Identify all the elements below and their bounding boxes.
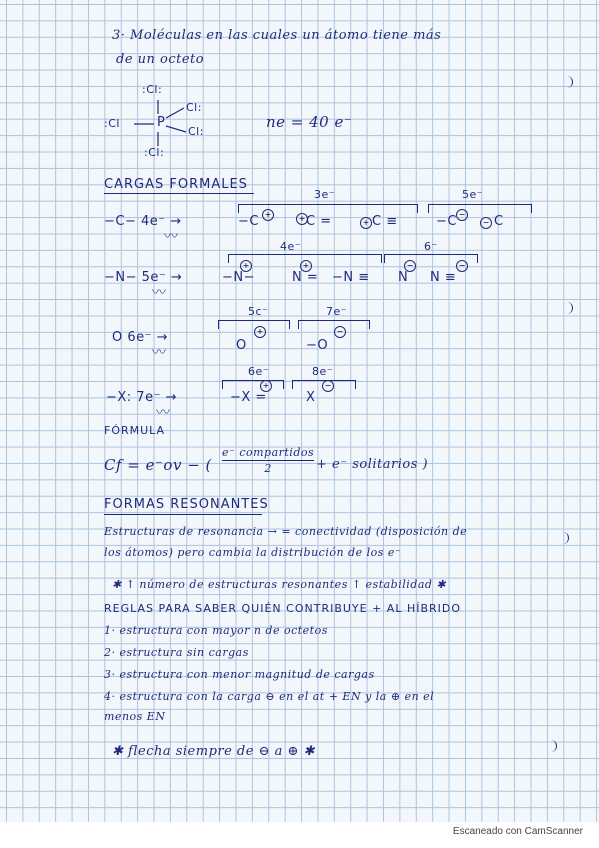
n-row: −N− 5e⁻ → <box>104 270 183 285</box>
regla-2: 2· estructura sin cargas <box>104 646 249 659</box>
flecha-rule: ✱ flecha siempre de ⊖ a ⊕ ✱ <box>112 744 315 759</box>
bracket-6e2 <box>222 380 284 389</box>
regla-3: 3· estructura con menor magnitud de cargas <box>104 668 375 681</box>
charge-minus: − <box>456 260 468 272</box>
margin-mark <box>560 532 569 544</box>
charge-plus: + <box>360 217 372 229</box>
pcl5-r1: Cl: <box>186 101 202 114</box>
label-5c: 5c⁻ <box>248 305 269 318</box>
wave-c: 〰 <box>164 229 178 245</box>
bracket-5e <box>428 204 532 213</box>
charge-plus: + <box>300 260 312 272</box>
label-6e: 6⁻ <box>424 240 438 253</box>
cargas-title: CARGAS FORMALES <box>104 177 248 192</box>
label-8e: 8e⁻ <box>312 365 334 378</box>
ne-count: ne = 40 e⁻ <box>266 113 353 131</box>
fraction-bar <box>222 460 314 461</box>
n-struct-1: −N− <box>222 270 256 285</box>
charge-minus: − <box>322 380 334 392</box>
label-5e: 5e⁻ <box>462 188 484 201</box>
regla-4a: 4· estructura con la carga ⊖ en el at + EN y la ⊕ en el <box>104 690 435 703</box>
charge-minus: − <box>334 326 346 338</box>
x-row: −X: 7e⁻ → <box>106 390 177 405</box>
x-struct-2: X <box>306 390 316 405</box>
bracket-5c <box>218 320 290 329</box>
margin-mark <box>564 302 573 314</box>
formula-fraction <box>222 446 314 475</box>
label-7e: 7e⁻ <box>326 305 348 318</box>
n-struct-5: N ≡ <box>430 270 457 285</box>
sec3-line1: 3· Moléculas en las cuales un átomo tiene más <box>112 28 442 43</box>
c-struct-4: −C <box>436 214 457 229</box>
charge-minus: − <box>404 260 416 272</box>
pcl5-r2: Cl: <box>188 125 204 138</box>
resonantes-title-underline <box>104 514 262 515</box>
charge-plus: + <box>262 209 274 221</box>
label-6e2: 6e⁻ <box>248 365 270 378</box>
margin-mark <box>564 76 573 88</box>
x-struct-1: −X = <box>230 390 267 405</box>
pcl5-bottom: :Cl: <box>144 146 165 159</box>
res-line3: ✱ ↑ número de estructuras resonantes ↑ estabilidad ✱ <box>112 578 447 591</box>
formula-denominator: 2 <box>264 462 272 475</box>
label-3e: 3e⁻ <box>314 188 336 201</box>
c-row: −C− 4e⁻ → <box>104 214 182 229</box>
cargas-title-underline <box>104 193 254 194</box>
regla-1: 1· estructura con mayor n de octetos <box>104 624 328 637</box>
scanner-watermark: Escaneado con CamScanner <box>452 826 583 837</box>
charge-minus: − <box>456 209 468 221</box>
n-struct-3: −N ≡ <box>332 270 370 285</box>
bracket-7e <box>298 320 370 329</box>
pcl5-p: P <box>157 115 166 130</box>
pcl5-left: :Cl <box>104 117 120 130</box>
margin-mark <box>548 740 557 752</box>
c-struct-1: −C <box>238 214 259 229</box>
charge-plus: + <box>260 380 272 392</box>
n-struct-4: N <box>398 270 409 285</box>
label-4e: 4e⁻ <box>280 240 302 253</box>
charge-plus: + <box>254 326 266 338</box>
n-struct-2: N = <box>292 270 319 285</box>
pcl5-top: :Cl: <box>142 83 163 96</box>
c-struct-5: C <box>494 214 504 229</box>
wave-n: 〰 <box>152 285 166 301</box>
charge-minus: − <box>480 217 492 229</box>
formula-rhs: + e⁻ solitarios ) <box>316 457 429 472</box>
res-line2: los átomos) pero cambia la distribución de los e⁻ <box>104 546 402 559</box>
c-struct-2: C = <box>306 214 332 229</box>
c-struct-3: C ≡ <box>372 214 398 229</box>
wave-x: 〰 <box>156 405 170 421</box>
formula-title: FÓRMULA <box>104 424 166 437</box>
resonantes-title: FORMAS RESONANTES <box>104 497 269 512</box>
formula-lhs: Cf = e⁻ov − ( <box>104 456 212 474</box>
res-line1: Estructuras de resonancia → = conectividad (disposición de <box>104 525 468 538</box>
o-struct-2: −O <box>306 338 329 353</box>
charge-plus: + <box>296 213 308 225</box>
pcl5-bonds <box>118 92 198 152</box>
regla-4b: menos EN <box>104 710 166 723</box>
wave-o: 〰 <box>152 345 166 361</box>
formula-numerator: e⁻ compartidos <box>222 446 315 459</box>
sec3-line2: de un octeto <box>116 52 205 67</box>
o-struct-1: O <box>236 338 247 353</box>
charge-plus: + <box>240 260 252 272</box>
o-row: O 6e⁻ → <box>112 330 169 345</box>
reglas-title: REGLAS PARA SABER QUIÉN CONTRIBUYE + AL HÍBRIDO <box>104 602 462 615</box>
